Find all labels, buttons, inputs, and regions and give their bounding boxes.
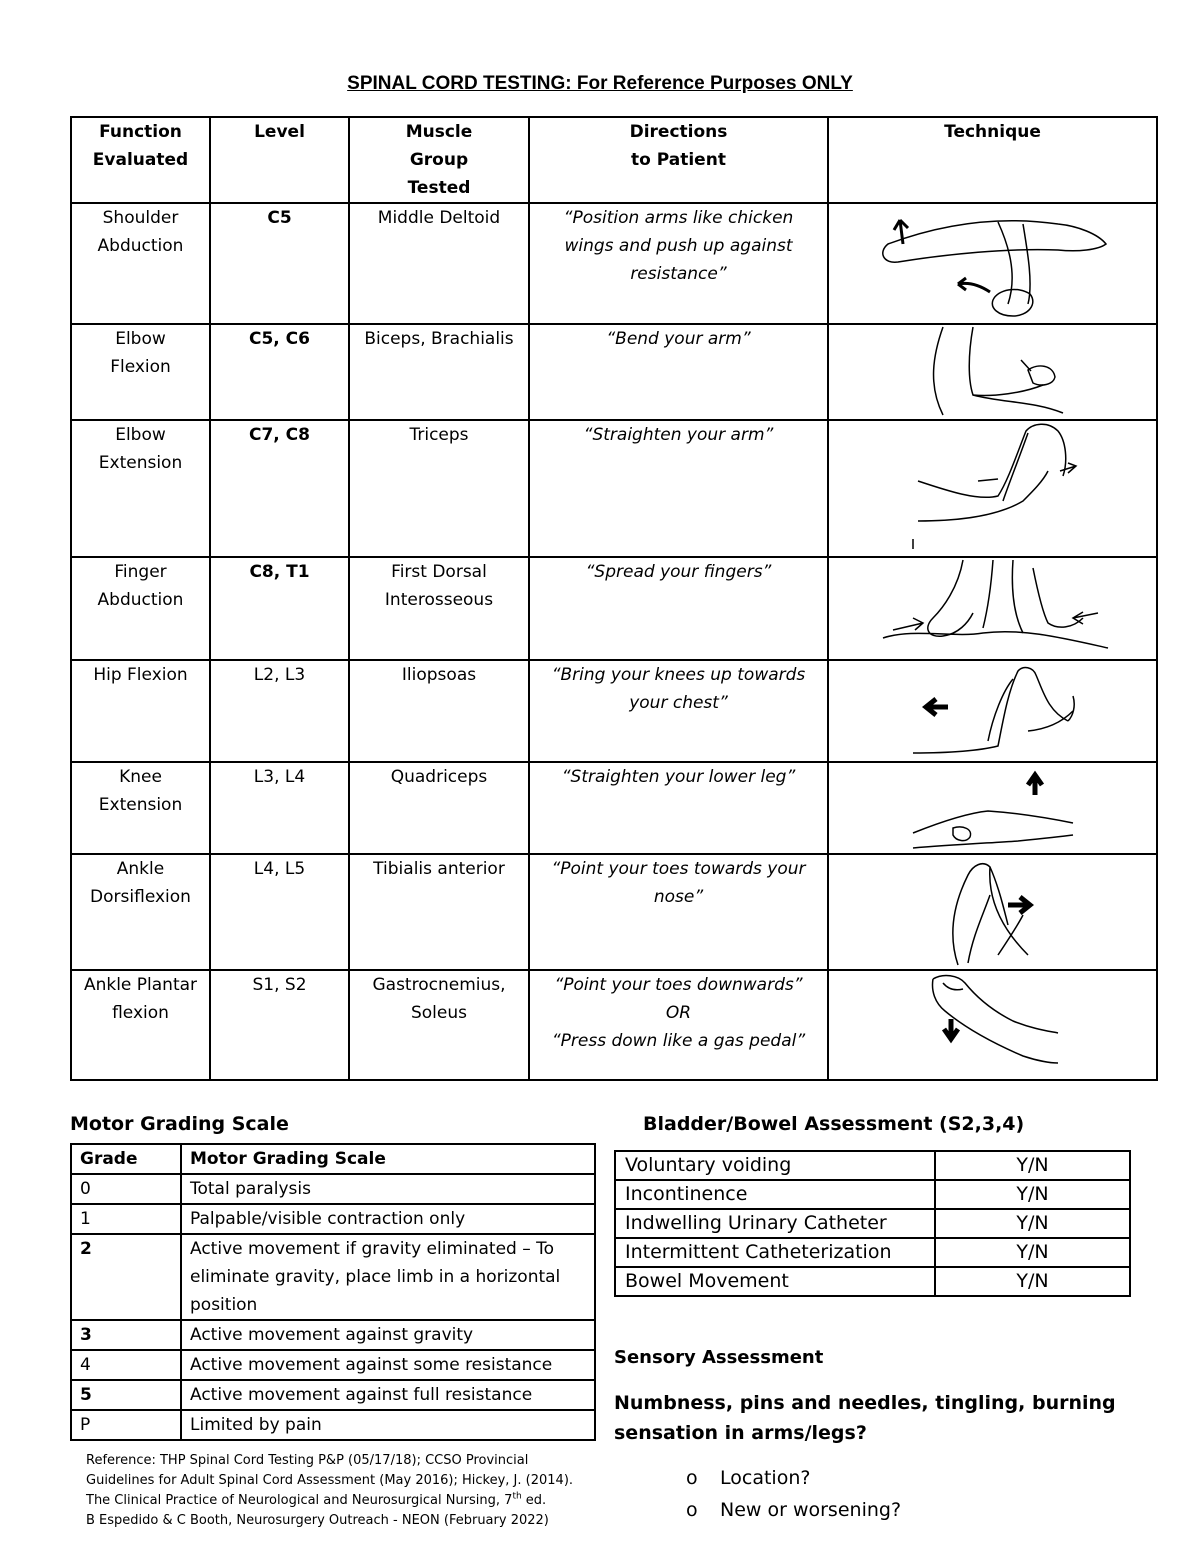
muscle-cell: Triceps — [349, 420, 529, 557]
grade-description: Active movement against full resistance — [181, 1380, 595, 1410]
grade-cell: 2 — [71, 1234, 181, 1320]
table-row — [71, 324, 1157, 420]
table-row — [615, 1238, 1130, 1267]
table-row — [71, 660, 1157, 762]
level-cell: C5, C6 — [210, 324, 349, 420]
table-row — [71, 203, 1157, 324]
grade-cell: 5 — [71, 1380, 181, 1410]
table-row — [615, 1209, 1130, 1238]
table-row — [71, 1204, 595, 1234]
yes-no-cell: Y/N — [935, 1180, 1130, 1209]
grade-description: Active movement against some resistance — [181, 1350, 595, 1380]
reference-line: Reference: THP Spinal Cord Testing P&P (05/17/18); CCSO Provincial — [86, 1453, 529, 1468]
grade-description: Palpable/visible contraction only — [181, 1204, 595, 1234]
bullet-icon: o — [686, 1467, 698, 1489]
header-level: Level — [210, 117, 349, 203]
muscle-cell: Gastrocnemius, Soleus — [349, 970, 529, 1080]
ankle-dorsiflexion-illustration — [928, 855, 1058, 967]
directions-cell: “Straighten your arm” — [529, 420, 828, 557]
header-motor-grading-scale: Motor Grading Scale — [181, 1144, 595, 1174]
technique-cell — [828, 660, 1157, 762]
muscle-cell: Iliopsoas — [349, 660, 529, 762]
table-row — [71, 1174, 595, 1204]
grade-cell: 0 — [71, 1174, 181, 1204]
yes-no-cell: Y/N — [935, 1238, 1130, 1267]
bullet-icon: o — [686, 1499, 698, 1521]
technique-cell — [828, 970, 1157, 1080]
header-technique: Technique — [828, 117, 1157, 203]
level-cell: S1, S2 — [210, 970, 349, 1080]
directions-cell: “Straighten your lower leg” — [529, 762, 828, 854]
assessment-item: Bowel Movement — [615, 1267, 935, 1296]
directions-cell: “Point your toes downwards” OR “Press down like a gas pedal” — [529, 970, 828, 1080]
header-grade: Grade — [71, 1144, 181, 1174]
technique-cell — [828, 203, 1157, 324]
bullet-text: New or worsening? — [720, 1499, 902, 1521]
muscle-cell: Tibialis anterior — [349, 854, 529, 970]
directions-cell: “Bring your knees up towards your chest” — [529, 660, 828, 762]
motor-grading-table — [70, 1143, 596, 1441]
shoulder-abduction-illustration — [868, 204, 1118, 320]
function-cell: Knee Extension — [71, 762, 210, 854]
motor-grading-heading: Motor Grading Scale — [70, 1113, 289, 1135]
directions-cell: “Spread your fingers” — [529, 557, 828, 660]
directions-cell: “Bend your arm” — [529, 324, 828, 420]
function-cell: Elbow Extension — [71, 420, 210, 557]
assessment-item: Intermittent Catheterization — [615, 1238, 935, 1267]
reference-line: B Espedido & C Booth, Neurosurgery Outreach - NEON (February 2022) — [86, 1513, 549, 1528]
elbow-extension-illustration — [908, 421, 1078, 553]
function-cell: Ankle Dorsiflexion — [71, 854, 210, 970]
grade-cell: P — [71, 1410, 181, 1440]
header-function: Function Evaluated — [71, 117, 210, 203]
function-cell: Elbow Flexion — [71, 324, 210, 420]
level-cell: C8, T1 — [210, 557, 349, 660]
table-row — [615, 1267, 1130, 1296]
table-row — [71, 762, 1157, 854]
function-cell: Hip Flexion — [71, 660, 210, 762]
grade-description: Active movement against gravity — [181, 1320, 595, 1350]
technique-cell — [828, 324, 1157, 420]
hip-flexion-illustration — [908, 661, 1078, 759]
technique-cell — [828, 854, 1157, 970]
table-row — [71, 854, 1157, 970]
header-muscle: Muscle Group Tested — [349, 117, 529, 203]
technique-cell — [828, 420, 1157, 557]
grade-cell: 3 — [71, 1320, 181, 1350]
table-row — [71, 1234, 595, 1320]
level-cell: C7, C8 — [210, 420, 349, 557]
table-row — [71, 557, 1157, 660]
table-row — [615, 1180, 1130, 1209]
grade-description: Active movement if gravity eliminated – To eliminate gravity, place limb in a horizontal position — [181, 1234, 595, 1320]
table-row — [71, 1410, 595, 1440]
grade-description: Limited by pain — [181, 1410, 595, 1440]
muscle-cell: Biceps, Brachialis — [349, 324, 529, 420]
sensory-question: Numbness, pins and needles, tingling, burning sensation in arms/legs? — [614, 1392, 1116, 1444]
bullet-text: Location? — [720, 1467, 811, 1489]
grade-cell: 4 — [71, 1350, 181, 1380]
table-row — [71, 1320, 595, 1350]
yes-no-cell: Y/N — [935, 1209, 1130, 1238]
bladder-bowel-table — [614, 1150, 1131, 1297]
bladder-bowel-heading: Bladder/Bowel Assessment (S2,3,4) — [643, 1113, 1025, 1135]
table-row — [71, 1380, 595, 1410]
function-cell: Finger Abduction — [71, 557, 210, 660]
table-row — [615, 1151, 1130, 1180]
knee-extension-illustration — [908, 763, 1078, 851]
table-row — [71, 420, 1157, 557]
table-header-row — [71, 117, 1157, 203]
level-cell: L3, L4 — [210, 762, 349, 854]
table-header-row — [71, 1144, 595, 1174]
function-cell: Ankle Plantar flexion — [71, 970, 210, 1080]
finger-abduction-illustration — [873, 558, 1113, 656]
reference-line: Guidelines for Adult Spinal Cord Assessment (May 2016); Hickey, J. (2014). — [86, 1473, 574, 1488]
directions-cell: “Point your toes towards your nose” — [529, 854, 828, 970]
spinal-cord-testing-table — [70, 116, 1158, 1081]
table-row — [71, 970, 1157, 1080]
reference-note — [86, 1451, 586, 1531]
level-cell: L4, L5 — [210, 854, 349, 970]
technique-cell — [828, 557, 1157, 660]
level-cell: L2, L3 — [210, 660, 349, 762]
reference-line: The Clinical Practice of Neurological and Neurosurgical Nursing, 7th ed. — [86, 1491, 547, 1508]
sensory-heading: Sensory Assessment — [614, 1347, 824, 1368]
function-cell: Shoulder Abduction — [71, 203, 210, 324]
page-title: SPINAL CORD TESTING: For Reference Purposes ONLY — [347, 73, 853, 94]
muscle-cell: Middle Deltoid — [349, 203, 529, 324]
sensory-bullet-list — [686, 1462, 901, 1526]
assessment-item: Voluntary voiding — [615, 1151, 935, 1180]
level-cell: C5 — [210, 203, 349, 324]
ankle-plantarflexion-illustration — [923, 971, 1063, 1075]
grade-cell: 1 — [71, 1204, 181, 1234]
technique-cell — [828, 762, 1157, 854]
muscle-cell: First Dorsal Interosseous — [349, 557, 529, 660]
elbow-flexion-illustration — [913, 325, 1073, 417]
list-item — [686, 1462, 901, 1494]
assessment-item: Incontinence — [615, 1180, 935, 1209]
table-row — [71, 1350, 595, 1380]
muscle-cell: Quadriceps — [349, 762, 529, 854]
assessment-item: Indwelling Urinary Catheter — [615, 1209, 935, 1238]
yes-no-cell: Y/N — [935, 1151, 1130, 1180]
directions-cell: “Position arms like chicken wings and push up against resistance” — [529, 203, 828, 324]
grade-description: Total paralysis — [181, 1174, 595, 1204]
yes-no-cell: Y/N — [935, 1267, 1130, 1296]
list-item — [686, 1494, 901, 1526]
header-directions: Directions to Patient — [529, 117, 828, 203]
